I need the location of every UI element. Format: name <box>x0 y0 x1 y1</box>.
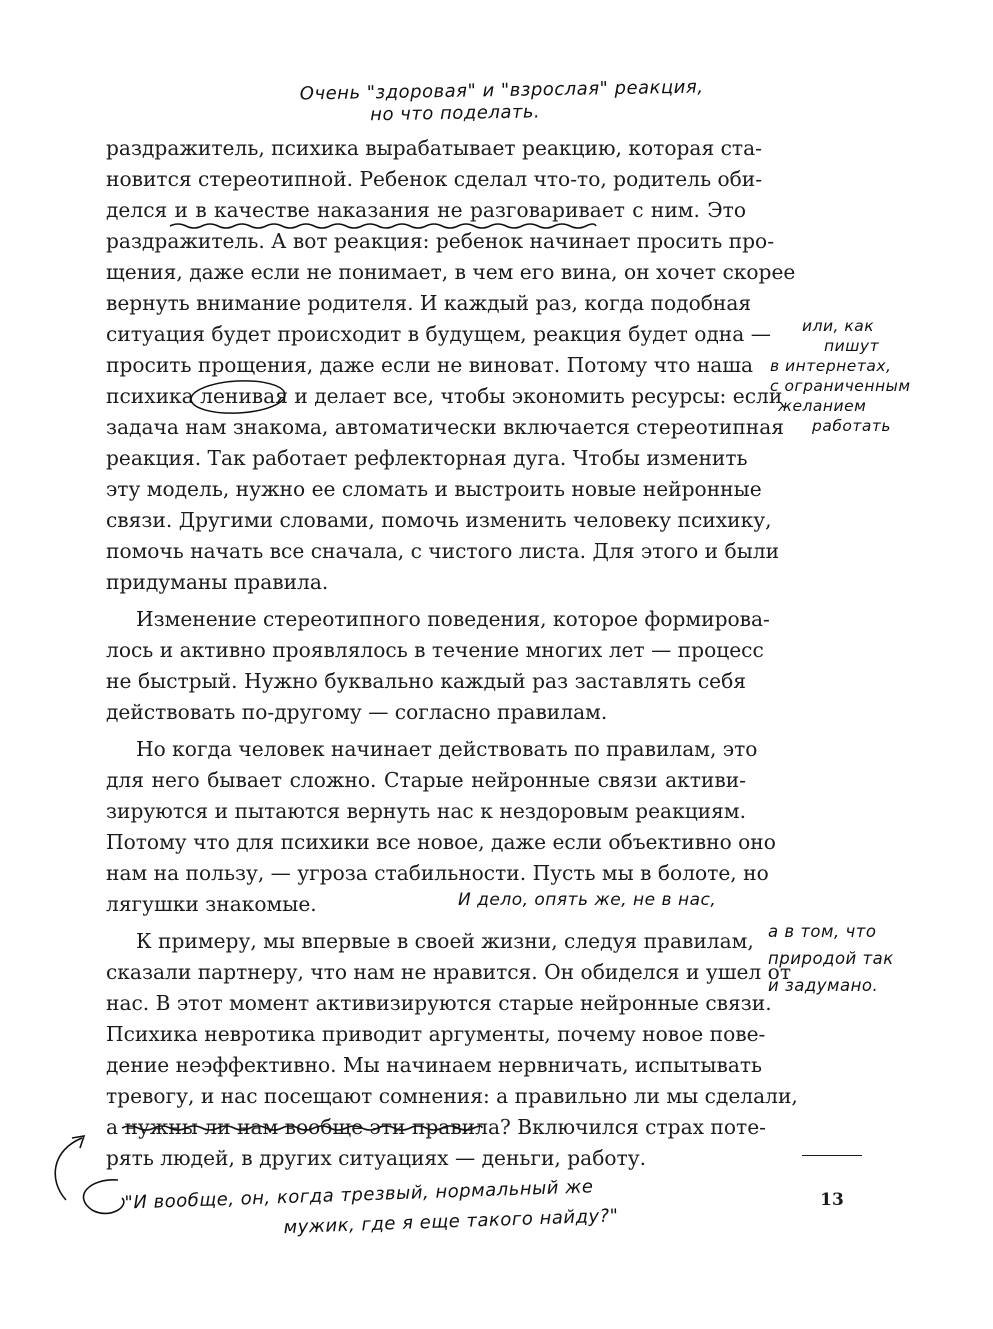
note-middle-text: И дело, опять же, не в нас, <box>458 890 717 910</box>
note-bottom-line2: мужик, где я еще такого найду?" <box>283 1205 619 1239</box>
handwritten-note-top <box>300 76 704 127</box>
body-line: дение неэффективно. Мы начинаем нервничать, испытывать <box>106 1053 763 1077</box>
body-line: сказали партнеру, что нам не нравится. Он обиделся и ушел от <box>106 960 791 984</box>
body-line: ситуация будет происходит в будущем, реакция будет одна — <box>106 322 771 346</box>
body-line: для него бывает сложно. Старые нейронные связи активи- <box>106 768 746 792</box>
footer-rule <box>802 1155 862 1156</box>
body-line: психика ленивая и делает все, чтобы экономить ресурсы: если <box>106 384 783 408</box>
body-line: лось и активно проявлялось в течение многих лет — процесс <box>106 638 764 662</box>
body-line: лягушки знакомые. <box>106 892 317 916</box>
note-margin-line: и задумано. <box>768 976 879 995</box>
body-line: связи. Другими словами, помочь изменить человеку психику, <box>106 508 772 532</box>
note-margin-line: или, как <box>802 317 875 335</box>
note-top-line1: Очень "здоровая" и "взрослая" реакция, <box>299 76 704 105</box>
body-line: нас. В этот момент активизируются старые нейронные связи. <box>106 991 772 1015</box>
body-line: реакция. Так работает рефлекторная дуга. Чтобы изменить <box>106 446 748 470</box>
body-line: Потому что для психики все новое, даже если объективно оно <box>106 830 776 854</box>
note-margin-line: желанием <box>778 397 867 415</box>
body-line: Изменение стереотипного поведения, которое формирова- <box>136 607 770 631</box>
handwritten-note-bottom <box>124 1171 619 1248</box>
body-text <box>106 133 798 1174</box>
body-line: раздражитель, психика вырабатывает реакцию, которая ста- <box>106 136 762 160</box>
body-line: щения, даже если не понимает, в чем его вина, он хочет скорее <box>106 260 796 284</box>
note-margin-line: в интернетах, <box>770 357 892 375</box>
body-line: нам на пользу, — угроза стабильности. Пусть мы в болоте, но <box>106 861 769 885</box>
body-line: придуманы правила. <box>106 570 329 594</box>
body-line: не быстрый. Нужно буквально каждый раз заставлять себя <box>106 669 746 693</box>
handwritten-note-margin-1 <box>770 316 911 436</box>
note-top-line2: но что поделать. <box>370 101 541 126</box>
arrow-head-icon <box>72 1136 84 1148</box>
note-margin-line: природой так <box>768 949 894 968</box>
body-line: зируются и пытаются вернуть нас к нездоровым реакциям. <box>106 799 746 823</box>
body-line: новится стереотипной. Ребенок сделал что-то, родитель оби- <box>106 167 763 191</box>
body-line: вернуть внимание родителя. И каждый раз, когда подобная <box>106 291 752 315</box>
body-line: задача нам знакома, автоматически включается стереотипная <box>106 415 785 439</box>
body-line: Но когда человек начинает действовать по правилам, это <box>136 737 758 761</box>
note-bottom-line1: "И вообще, он, когда трезвый, нормальный же <box>124 1176 594 1214</box>
body-line: эту модель, нужно ее сломать и выстроить новые нейронные <box>106 477 762 501</box>
body-line: Психика невротика приводит аргументы, почему новое пове- <box>106 1022 766 1046</box>
handwritten-note-margin-2 <box>768 918 894 999</box>
body-line: тревогу, и нас посещают сомнения: а правильно ли мы сделали, <box>106 1084 798 1108</box>
body-line: а нужны ли нам вообще эти правила? Включился страх поте- <box>106 1115 766 1139</box>
note-margin-line: пишут <box>824 337 880 355</box>
body-line: делся и в качестве наказания не разговаривает с ним. Это <box>106 198 746 222</box>
note-margin-line: с ограниченным <box>770 377 911 395</box>
page-number: 13 <box>820 1190 844 1210</box>
note-margin-line: а в том, что <box>768 922 877 941</box>
body-line: действовать по-другому — согласно правилам. <box>106 700 608 724</box>
body-line: просить прощения, даже если не виноват. Потому что наша <box>106 353 754 377</box>
note-margin-line: работать <box>812 417 892 435</box>
body-line: К примеру, мы впервые в своей жизни, следуя правилам, <box>136 929 754 953</box>
body-line: рять людей, в других ситуациях — деньги, работу. <box>106 1146 646 1170</box>
handwritten-note-middle <box>458 889 716 911</box>
body-line: помочь начать все сначала, с чистого листа. Для этого и были <box>106 539 780 563</box>
body-line: раздражитель. А вот реакция: ребенок начинает просить про- <box>106 229 775 253</box>
